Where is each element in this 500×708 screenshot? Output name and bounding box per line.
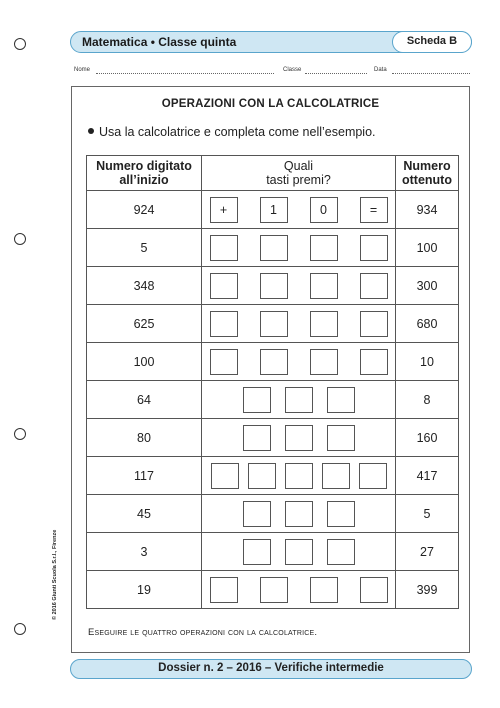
sheet-label: Scheda B xyxy=(392,31,472,53)
table-row xyxy=(87,533,459,571)
empty-key-box[interactable] xyxy=(327,387,355,413)
binder-hole-lower xyxy=(14,428,26,440)
header-keys-line1: Quali xyxy=(283,159,314,173)
key-boxes xyxy=(202,501,395,527)
date-field[interactable] xyxy=(392,73,470,74)
empty-key-box[interactable] xyxy=(210,577,238,603)
start-number-cell: 19 xyxy=(87,571,202,609)
table-row xyxy=(87,191,459,229)
table-row xyxy=(87,267,459,305)
start-number-cell: 5 xyxy=(87,229,202,267)
table-header-row xyxy=(87,156,459,191)
header-keys-line2: tasti premi? xyxy=(266,173,331,187)
start-number-cell: 80 xyxy=(87,419,202,457)
table-row xyxy=(87,571,459,609)
empty-key-box[interactable] xyxy=(360,235,388,261)
header-result xyxy=(396,156,459,191)
key-boxes xyxy=(202,387,395,413)
header-result-line2: ottenuto xyxy=(402,173,452,187)
empty-key-box[interactable] xyxy=(243,501,271,527)
table-row xyxy=(87,457,459,495)
start-number-cell: 45 xyxy=(87,495,202,533)
header-start-number xyxy=(87,156,202,191)
class-field[interactable] xyxy=(305,73,367,74)
empty-key-box[interactable] xyxy=(260,235,288,261)
empty-key-box[interactable] xyxy=(210,273,238,299)
result-cell: 399 xyxy=(396,571,459,609)
calculator-key-box: + xyxy=(210,197,238,223)
keys-cell xyxy=(202,343,396,381)
instruction-text: Usa la calcolatrice e completa come nell’esempio. xyxy=(99,125,376,139)
key-boxes xyxy=(202,425,395,451)
empty-key-box[interactable] xyxy=(285,501,313,527)
keys-cell xyxy=(202,457,396,495)
empty-key-box[interactable] xyxy=(327,425,355,451)
empty-key-box[interactable] xyxy=(260,349,288,375)
key-boxes xyxy=(202,197,395,223)
empty-key-box[interactable] xyxy=(310,577,338,603)
empty-key-box[interactable] xyxy=(243,387,271,413)
keys-cell xyxy=(202,571,396,609)
key-boxes xyxy=(202,577,395,603)
key-boxes xyxy=(202,539,395,565)
name-label: Nome xyxy=(74,67,91,73)
result-cell: 27 xyxy=(396,533,459,571)
empty-key-box[interactable] xyxy=(322,463,350,489)
instruction xyxy=(88,125,376,139)
empty-key-box[interactable] xyxy=(327,501,355,527)
keys-cell xyxy=(202,419,396,457)
result-cell: 300 xyxy=(396,267,459,305)
copyright-text: © 2016 Giunti Scuola S.r.l., Firenze xyxy=(52,529,58,620)
empty-key-box[interactable] xyxy=(243,539,271,565)
result-cell: 10 xyxy=(396,343,459,381)
table-row xyxy=(87,419,459,457)
empty-key-box[interactable] xyxy=(285,425,313,451)
name-field[interactable] xyxy=(96,73,274,74)
table-row xyxy=(87,229,459,267)
binder-hole-bottom xyxy=(14,623,26,635)
empty-key-box[interactable] xyxy=(360,311,388,337)
bullet-icon xyxy=(88,128,94,134)
table-row xyxy=(87,495,459,533)
start-number-cell: 117 xyxy=(87,457,202,495)
result-cell: 680 xyxy=(396,305,459,343)
start-number-cell: 3 xyxy=(87,533,202,571)
result-cell: 5 xyxy=(396,495,459,533)
class-label: Classe xyxy=(283,67,302,73)
result-cell: 934 xyxy=(396,191,459,229)
empty-key-box[interactable] xyxy=(210,311,238,337)
keys-cell xyxy=(202,267,396,305)
key-boxes xyxy=(202,349,395,375)
start-number-cell: 100 xyxy=(87,343,202,381)
header-start-line1: Numero digitato xyxy=(96,159,192,173)
header-result-line1: Numero xyxy=(403,159,451,173)
footer-note: Eseguire le quattro operazioni con la calcolatrice. xyxy=(88,627,318,638)
calculator-key-box: = xyxy=(360,197,388,223)
empty-key-box[interactable] xyxy=(285,463,313,489)
keys-cell xyxy=(202,229,396,267)
date-label: Data xyxy=(374,67,387,73)
empty-key-box[interactable] xyxy=(211,463,239,489)
empty-key-box[interactable] xyxy=(310,311,338,337)
empty-key-box[interactable] xyxy=(260,273,288,299)
keys-cell xyxy=(202,533,396,571)
empty-key-box[interactable] xyxy=(210,349,238,375)
subject-title: Matematica • Classe quinta xyxy=(82,35,237,49)
key-boxes xyxy=(202,311,395,337)
result-cell: 100 xyxy=(396,229,459,267)
worksheet-title: OPERAZIONI CON LA CALCOLATRICE xyxy=(161,98,380,110)
empty-key-box[interactable] xyxy=(285,539,313,565)
calculator-key-box: 0 xyxy=(310,197,338,223)
keys-cell xyxy=(202,381,396,419)
result-cell: 417 xyxy=(396,457,459,495)
start-number-cell: 625 xyxy=(87,305,202,343)
header-keys xyxy=(202,156,396,191)
keys-cell xyxy=(202,191,396,229)
empty-key-box[interactable] xyxy=(359,463,387,489)
start-number-cell: 924 xyxy=(87,191,202,229)
table-row xyxy=(87,305,459,343)
empty-key-box[interactable] xyxy=(260,577,288,603)
key-boxes xyxy=(202,463,395,489)
header-start-line2: all’inizio xyxy=(119,173,169,187)
start-number-cell: 348 xyxy=(87,267,202,305)
binder-hole-upper xyxy=(14,233,26,245)
keys-cell xyxy=(202,305,396,343)
empty-key-box[interactable] xyxy=(285,387,313,413)
empty-key-box[interactable] xyxy=(360,273,388,299)
key-boxes xyxy=(202,235,395,261)
empty-key-box[interactable] xyxy=(360,349,388,375)
start-number-cell: 64 xyxy=(87,381,202,419)
result-cell: 8 xyxy=(396,381,459,419)
footer-bar: Dossier n. 2 – 2016 – Verifiche intermedie xyxy=(70,659,472,679)
empty-key-box[interactable] xyxy=(310,349,338,375)
empty-key-box[interactable] xyxy=(243,425,271,451)
header-bar xyxy=(70,31,472,53)
empty-key-box[interactable] xyxy=(360,577,388,603)
result-cell: 160 xyxy=(396,419,459,457)
calculator-key-box: 1 xyxy=(260,197,288,223)
table-row xyxy=(87,343,459,381)
empty-key-box[interactable] xyxy=(260,311,288,337)
table-row xyxy=(87,381,459,419)
empty-key-box[interactable] xyxy=(210,235,238,261)
calculator-table xyxy=(86,155,459,609)
binder-hole-top xyxy=(14,38,26,50)
empty-key-box[interactable] xyxy=(310,235,338,261)
empty-key-box[interactable] xyxy=(327,539,355,565)
key-boxes xyxy=(202,273,395,299)
empty-key-box[interactable] xyxy=(248,463,276,489)
keys-cell xyxy=(202,495,396,533)
empty-key-box[interactable] xyxy=(310,273,338,299)
